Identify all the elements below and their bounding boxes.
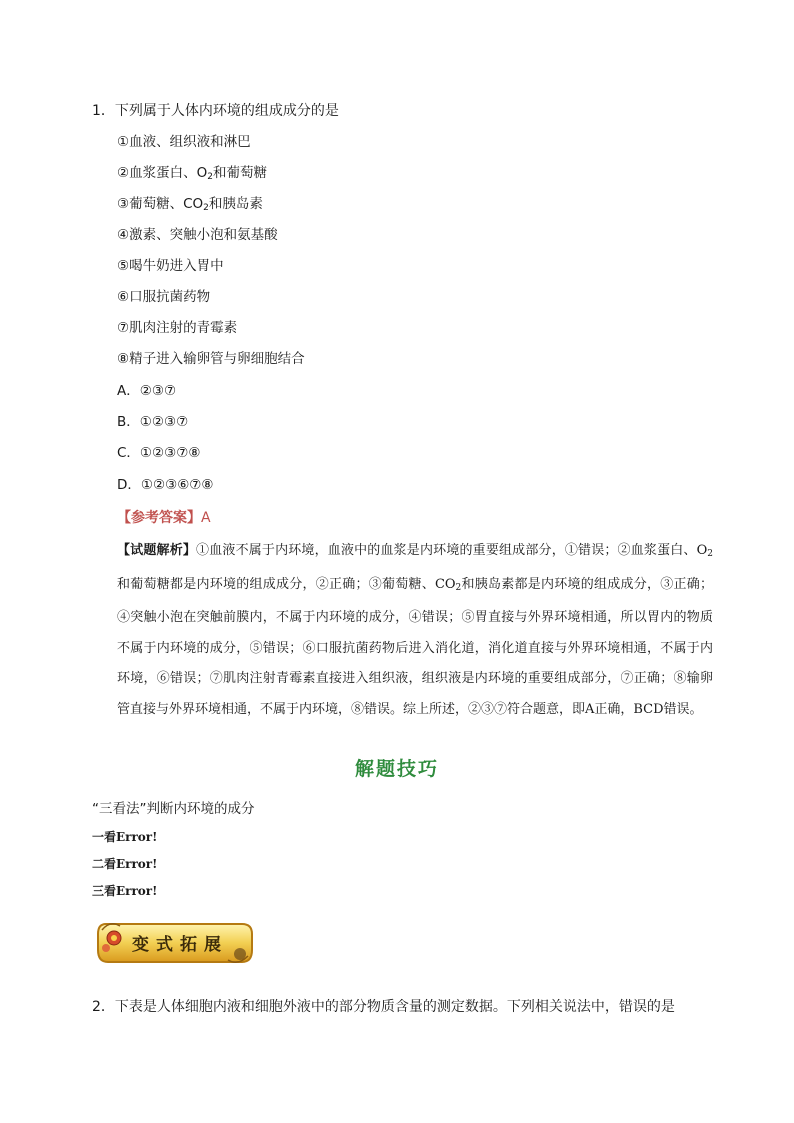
item-text: ②血浆蛋白、O: [117, 165, 208, 181]
item-text: ③葡萄糖、CO: [117, 196, 204, 212]
item-5: [117, 257, 224, 275]
answer-label: 【参考答案】: [117, 510, 201, 526]
item-3: [117, 195, 263, 217]
tips-heading: 解题技巧: [354, 758, 439, 780]
analysis-text: 和葡萄糖都是内环境的组成成分，②正确；③葡萄糖、CO: [117, 576, 456, 592]
item-7: [117, 319, 237, 337]
option-a[interactable]: A．②③⑦: [117, 383, 177, 399]
item-text: ⑧精子进入输卵管与卵细胞结合: [117, 351, 305, 367]
look-step-3: 三看Error!: [92, 884, 158, 898]
item-1: [117, 133, 251, 151]
analysis-label: 【试题解析】: [117, 543, 197, 558]
subscript: 2: [207, 172, 213, 182]
subscript: 2: [203, 203, 209, 213]
item-6: [117, 288, 210, 306]
item-8: [117, 350, 305, 368]
item-text: ⑥口服抗菌药物: [117, 289, 211, 305]
analysis-text: ①血液不属于内环境，血液中的血浆是内环境的重要组成部分，①错误；②血浆蛋白、O: [196, 543, 708, 558]
option-c[interactable]: C．①②③⑦⑧: [117, 445, 201, 461]
banner-text: 变式拓展: [132, 935, 228, 955]
item-text: ④激素、突触小泡和氨基酸: [117, 227, 278, 243]
item-2: [117, 164, 267, 186]
analysis-paragraph: [117, 536, 713, 725]
item-text: 和葡萄糖: [212, 165, 267, 181]
answer-value: A: [201, 510, 211, 526]
option-b[interactable]: B．①②③⑦: [117, 414, 189, 430]
subscript: 2: [707, 549, 713, 559]
option-d[interactable]: D．①②③⑥⑦⑧: [117, 477, 214, 493]
item-text: ⑦肌肉注射的青霉素: [117, 320, 238, 336]
item-text: 和胰岛素: [208, 196, 263, 212]
reference-answer: [117, 507, 211, 527]
question-1-stem: 1．下列属于人体内环境的组成成分的是: [92, 103, 339, 119]
look-step-1: 一看Error!: [92, 830, 158, 844]
look-step-2: 二看Error!: [92, 857, 158, 871]
item-text: ⑤喝牛奶进入胃中: [117, 258, 224, 274]
question-2-stem: 2．下表是人体细胞内液和细胞外液中的部分物质含量的测定数据。下列相关说法中，错误的是: [92, 999, 675, 1015]
item-4: [117, 226, 278, 244]
subscript: 2: [455, 582, 462, 593]
three-look-method: “三看法”判断内环境的成分: [92, 801, 255, 817]
variant-extension-banner: [92, 910, 258, 974]
item-text: ①血液、组织液和淋巴: [117, 134, 251, 150]
analysis-text: 和胰岛素都是内环境的组成成分，③正确；④突触小泡在突触前膜内，不属于内环境的成分，④错误；⑤胃直接与外界环境相通，所以胃内的物质不属于内环境的成分，⑤错误；⑥口服抗菌药物后进入消化道，消化道直接与外界环境相通，不属于内环境，⑥错误；⑦肌肉注射青霉素直接进入组织液，组织液是内环境的重要组成部分，⑦正确；⑧输卵管直接与外界环境相通，不属于内环境，⑧错误。综上所述，②③⑦符合题意，即A正确，BCD错误。: [117, 576, 713, 717]
